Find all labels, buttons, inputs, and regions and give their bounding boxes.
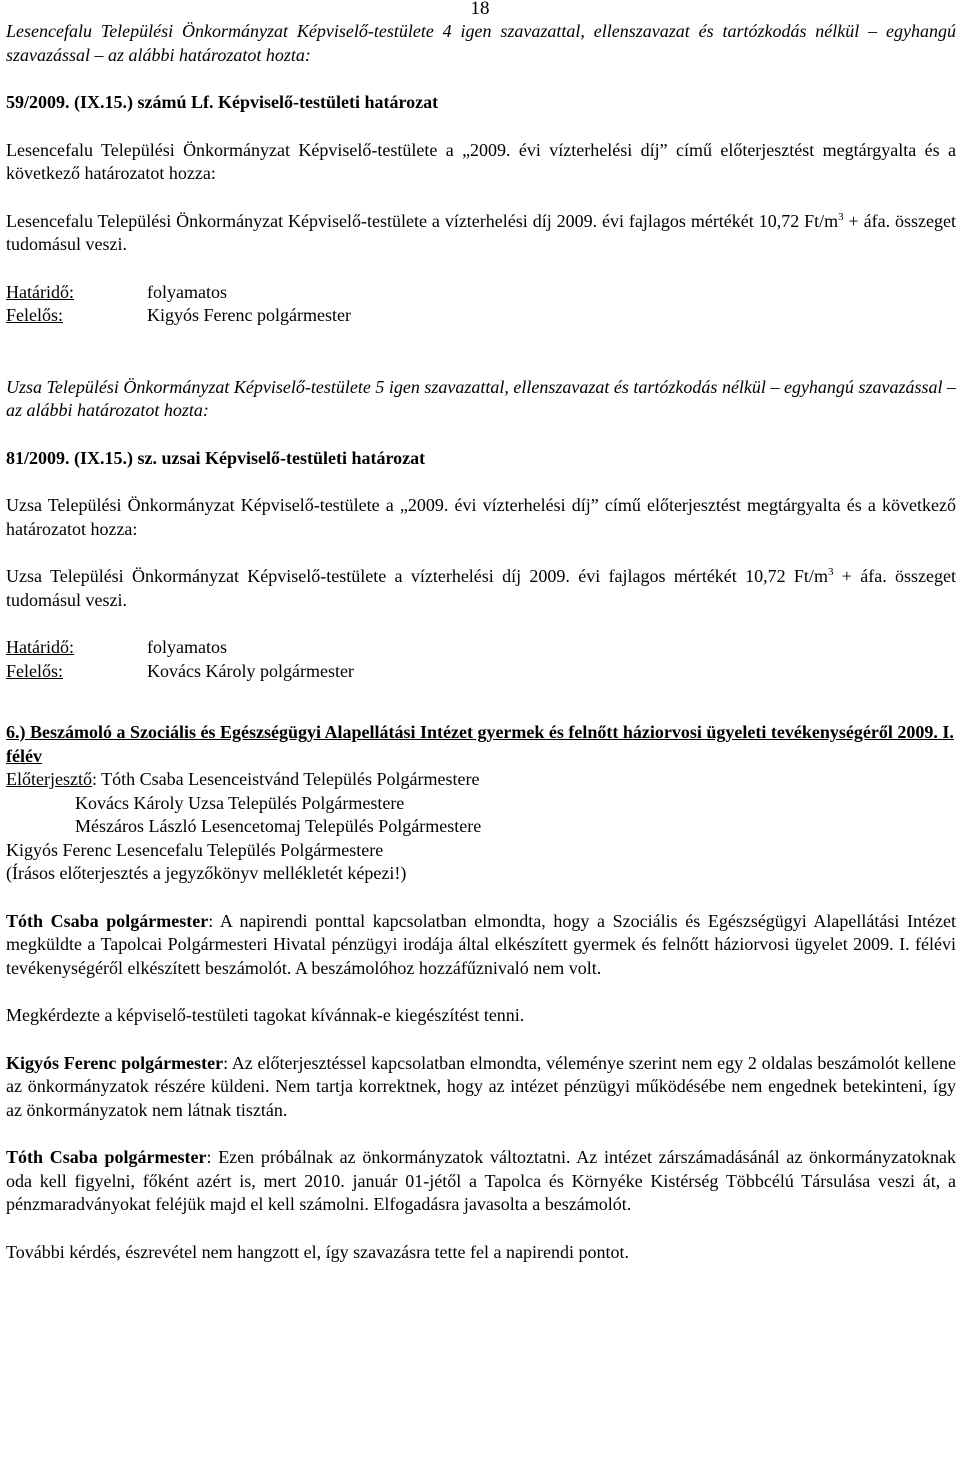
speaker-name: Tóth Csaba polgármester [6, 1147, 207, 1167]
s2-para2-tail: + áfa. összeget tudomásul veszi. [6, 566, 956, 610]
speaker-text: : Az előterjesztéssel kapcsolatban elmondta, véleménye szerint nem egy 2 oldalas beszámolót kellene az önkormányzatok részére küldeni. Nem tartja korrektnek, hogy az intézet pénzügyi működésébe nem engednek betekinteni, így az önkormányzatok nem látnak tisztán. [6, 1052, 956, 1120]
minutes-paragraph-5: További kérdés, észrevétel nem hangzott el, így szavazásra tette fel a napirendi pontot. [6, 1241, 629, 1262]
s2-responsible-row [6, 660, 956, 684]
s1-vote-intro: Lesencefalu Települési Önkormányzat Képviselő-testülete 4 igen szavazattal, ellenszavazat és tartózkodás nélkül – egyhangú szavazással – az alábbi határozatot hozta: [6, 21, 956, 65]
speaker-name: Tóth Csaba polgármester [6, 910, 209, 931]
presenter-line-2: Kovács Károly Uzsa Település Polgármestere [75, 792, 405, 813]
presenter-line-1 [6, 768, 956, 792]
s2-resolution-para2 [6, 565, 956, 612]
s1-responsible-row [6, 304, 956, 328]
s2-deadline-value: folyamatos [147, 637, 227, 657]
speaker-text: : Ezen próbálnak az önkormányzatok változtatni. Az intézet zárszámadásánál az önkormányzatoknak oda kell figyelni, főként azért is, mert 2010. január 01-jétől a Tapolca és Környéke Kistérség Többcélú Társulása veszi át, a pénzmaradványokat feléjük majd el kell számolni. Elfogadásra javasolta a beszámolót. [6, 1147, 956, 1214]
s1-para2-text: Lesencefalu Települési Önkormányzat Képviselő-testülete a vízterhelési díj 2009. évi fajlagos mértékét 10,72 Ft/m [6, 210, 839, 231]
speaker-text: : A napirendi ponttal kapcsolatban elmondta, hogy a Szociális és Egészségügyi Alapellátási Intézet megküldte a Tapolcai Polgármesteri Hivatal pénzügyi irodája által elkészített gyermek és felnőtt háziorvosi ügyelet 2009. I. félévi tevékenységéről elkészített beszámolót. A beszámolóhoz hozzáfűznivaló nem volt. [6, 910, 956, 978]
s2-deadline-row [6, 636, 956, 660]
minutes-paragraph-4 [6, 1146, 956, 1217]
s2-para2-text: Uzsa Települési Önkormányzat Képviselő-testülete a vízterhelési díj 2009. évi fajlagos mértékét 10,72 Ft/m [6, 566, 828, 586]
s1-para2-tail: + áfa. összeget tudomásul veszi. [6, 210, 956, 254]
minutes-paragraph-2: Megkérdezte a képviselő-testületi tagokat kívánnak-e kiegészítést tenni. [6, 1005, 525, 1025]
s2-resolution-number: 81/2009. (IX.15.) sz. uzsai Képviselő-testületi határozat [6, 447, 426, 468]
minutes-paragraph-1 [6, 910, 956, 981]
presenter-name-1: : Tóth Csaba Lesenceistvánd Település Polgármestere [91, 769, 480, 789]
presenter-line-3: Mészáros László Lesencetomaj Település Polgármestere [75, 816, 482, 836]
s1-resolution-para2 [6, 210, 956, 257]
s1-deadline-label: Határidő: [6, 281, 74, 302]
s1-resolution-para1: Lesencefalu Települési Önkormányzat Képviselő-testülete a „2009. évi vízterhelési díj” című előterjesztést megtárgyalta és a következő határozatot hozza: [6, 139, 956, 183]
s2-responsible-label: Felelős: [6, 660, 63, 681]
s2-deadline-label: Határidő: [6, 637, 74, 657]
agenda-item-heading: 6.) Beszámoló a Szociális és Egészségügyi Alapellátási Intézet gyermek és felnőtt háziorvosi ügyeleti tevékenységéről 2009. I. félév [6, 722, 954, 766]
minutes-paragraph-3 [6, 1052, 956, 1123]
speaker-name: Kigyós Ferenc polgármester [6, 1052, 224, 1073]
document-page [6, 20, 956, 1264]
s1-deadline-value: folyamatos [147, 281, 227, 302]
s2-para2-sup: 3 [827, 566, 834, 578]
s1-para2-sup: 3 [838, 210, 844, 223]
presenter-label: Előterjesztő [6, 769, 92, 789]
s1-deadline-row [6, 281, 956, 305]
s2-responsible-value: Kovács Károly polgármester [147, 660, 354, 681]
page-number: 18 [470, 0, 490, 19]
s1-responsible-value: Kigyós Ferenc polgármester [147, 305, 351, 325]
presenter-line-4: Kigyós Ferenc Lesencefalu Település Polgármestere [6, 839, 384, 860]
attachment-note: (Írásos előterjesztés a jegyzőkönyv mellékletét képezi!) [6, 863, 407, 883]
s2-resolution-para1: Uzsa Települési Önkormányzat Képviselő-testülete a „2009. évi vízterhelési díj” című előterjesztést megtárgyalta és a következő határozatot hozza: [6, 495, 956, 539]
s1-resolution-number: 59/2009. (IX.15.) számú Lf. Képviselő-testületi határozat [6, 92, 439, 112]
s1-responsible-label: Felelős: [6, 305, 63, 325]
s2-vote-intro: Uzsa Települési Önkormányzat Képviselő-testülete 5 igen szavazattal, ellenszavazat és tartózkodás nélkül – egyhangú szavazással – az alábbi határozatot hozta: [6, 376, 956, 420]
